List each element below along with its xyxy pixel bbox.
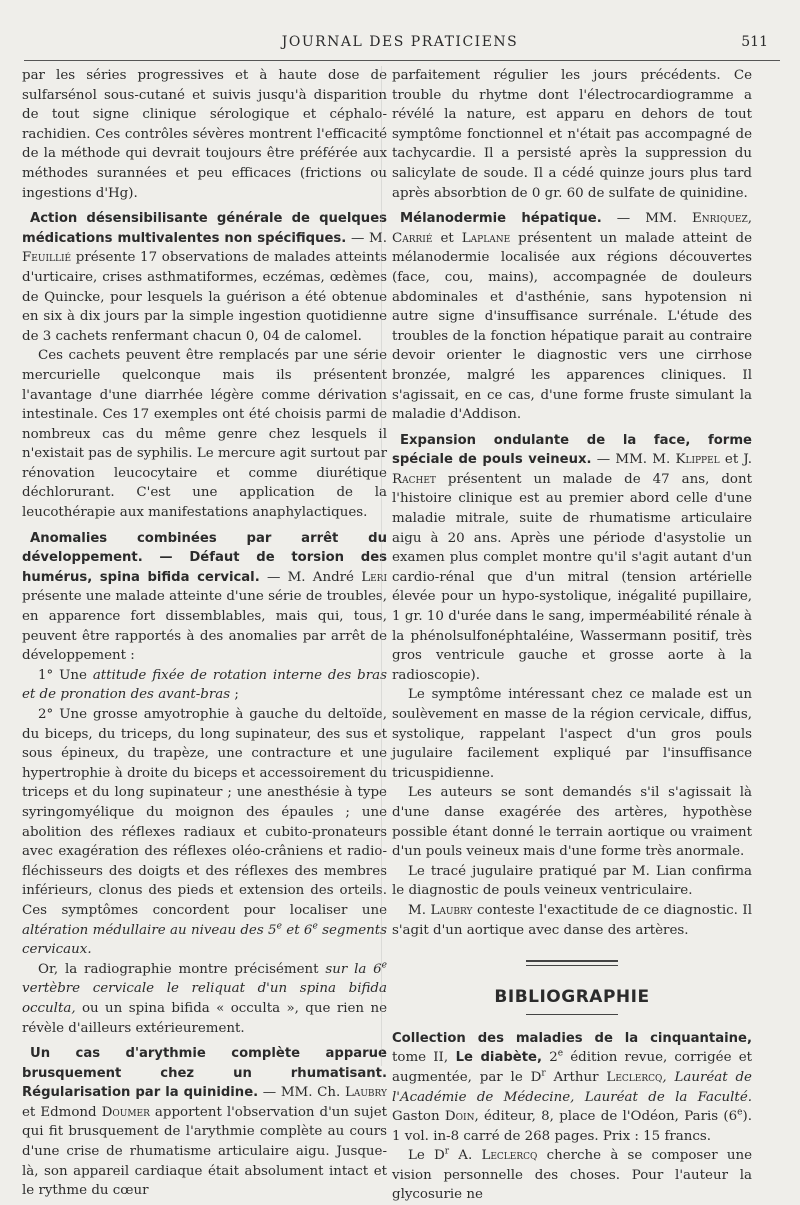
superscript: e bbox=[276, 921, 282, 932]
text: M. bbox=[408, 902, 431, 918]
italic-text: , Lauréat de l'Académie de Médecine, Lauréat de la Faculté. bbox=[392, 1069, 752, 1105]
text: 2 bbox=[542, 1050, 558, 1066]
author-name: Leri bbox=[361, 569, 387, 585]
book-subtitle: Le diabète, bbox=[448, 1050, 542, 1066]
article-title: Mélanodermie hépatique. bbox=[400, 211, 602, 227]
article-body: présente 17 observations de malades atteints d'urticaire, crises asthmatiformes, eczémas, œdèmes de Quincke, pour lesquels la guérison a été obtenue en six à dix jours par la simple ingestion quotidienne de 3 cachets renfermant chacun 0, 04 de calomel. bbox=[22, 250, 387, 344]
conjunction: et Edmond bbox=[22, 1104, 102, 1120]
text: édition revue, corrigée et augmentée, par le D bbox=[392, 1050, 752, 1085]
article-body: présentent un malade de 47 ans, dont l'histoire clinique est au premier abord celle d'une maladie mitrale, suite de rhumatisme articulaire aigu à 20 ans. Après une période d'asystolie un examen plus complet montre qu'il s'agit autant d'un cardio-rénal que d'un mitral (tension artérielle élevée pour un hypo-systolique, inégalité pupillaire, 1 gr. 10 d'urée dans le sang, imperméabilité rénale à la phénolsulfonéphtaléine, Wassermann positif, très gros ventricule gauche et grosse aorte à la radioscopie). bbox=[392, 471, 752, 683]
author-name: Laubry bbox=[344, 1085, 387, 1101]
paragraph-continuation: par les séries progressives et à haute dose de sulfarsénol sous-cutané et suivis jusqu'à disparition de tout signe clinique sérologique et céphalo-rachidien. Ces contrôles sévères montrent l'efficacité de la méthode qui devrait toujours être préférée aux méthodes surannées et peu efficaces (frictions ou ingestions d'Hg). bbox=[22, 68, 387, 201]
item-text: 2° Une grosse amyotrophie à gauche du deltoïde, du biceps, du triceps, du long supinateur, des sus et sous épineux, du trapèze, une contracture et une hypertrophie à droite du biceps et accessoirement du triceps et du long supinateur ; une anesthésie à type syringomyélique du moignon des épaules ; une abolition des réflexes radiaux et cubito-pronateurs avec exagération des réflexes oléo-crâniens et radio-fléchisseurs des doigts et des réflexes des membres inférieurs, clonus des pieds et extension des orteils. Ces symptômes concordent pour localiser une bbox=[22, 707, 387, 918]
paragraph bbox=[392, 1146, 752, 1205]
bibliography-entry bbox=[392, 1029, 752, 1147]
italic-text: sur la 6 bbox=[325, 961, 382, 977]
text: cherche à se composer une vision personnelle des choses. Pour l'auteur la glycosurie ne bbox=[392, 1148, 752, 1203]
paragraph: Ces cachets peuvent être remplacés par une série mercurielle quelconque mais ils présentent l'avantage d'une diarrhée légère comme dérivation intestinale. Ces 17 exemples ont été choisis parmi de nombreux cas du même genre chez lesquels il n'existait pas de syphilis. Le mercure agit surtout par rénovation leucocytaire et comme diurétique déchlorurant. C'est une application de la leucothérapie aux manifestations anaphylactiques. bbox=[22, 348, 387, 521]
item-end: ; bbox=[230, 687, 239, 703]
list-item bbox=[22, 666, 387, 705]
right-column bbox=[392, 66, 752, 1205]
paragraph: Le symptôme intéressant chez ce malade est un soulèvement en masse de la région cervicale, diffus, systolique, rappelant l'aspect d'un gros pouls jugulaire facilement expliqué par l'insuffisance tricuspidienne. bbox=[392, 687, 752, 781]
article-expansion bbox=[392, 431, 752, 686]
dash-text: — MM. M. bbox=[591, 452, 676, 468]
ornament-rule bbox=[526, 1014, 618, 1015]
author-name: Laubry bbox=[430, 902, 473, 918]
article-leri bbox=[22, 529, 387, 666]
dash-text: — M. bbox=[346, 230, 388, 246]
dash-text: — MM. bbox=[601, 211, 692, 227]
text: Le D bbox=[408, 1148, 445, 1164]
paragraph bbox=[392, 901, 752, 940]
article-laubry-doumer bbox=[22, 1044, 387, 1201]
book-title: Collection des maladies de la cinquantaine, bbox=[392, 1030, 752, 1046]
left-column bbox=[22, 66, 387, 1201]
paragraph-continuation: parfaitement régulier les jours précédents. Ce trouble du rhytme dont l'électrocardiogramme a révélé la nature, est apparu en dehors de tout symptôme fonctionnel et n'était pas accompagné de tachycardie. Il a persisté après la suppression du salicylate de soude. Il a cédé quinze jours plus tard après absorbtion de 0 gr. 60 de sulfate de quinidine. bbox=[392, 68, 752, 201]
article-feuillie bbox=[22, 209, 387, 346]
author-name: Feuillié bbox=[22, 250, 72, 266]
text: , éditeur, 8, place de l'Odéon, Paris (6 bbox=[474, 1109, 738, 1125]
paragraph: Le tracé jugulaire pratiqué par M. Lian confirma le diagnostic de pouls veineux ventriculaire. bbox=[392, 863, 752, 899]
text: ou un spina bifida « occulta », que rien ne révèle d'ailleurs extérieurement. bbox=[22, 1000, 387, 1036]
author-name: Doumer bbox=[101, 1104, 150, 1120]
paragraph: Les auteurs se sont demandés s'il s'agissait là d'une danse exagérée des artères, hypothèse possible étant donné le terrain aortique ou vraiment d'un pouls veineux mais d'une forme très anormale. bbox=[392, 785, 752, 860]
author-name: Rachet bbox=[392, 471, 436, 487]
article-body: apportent l'observation d'un sujet qui fit brusquement de l'arythmie complète au cours d'une crise de rhumatisme articulaire aigu. Jusque-là, son appareil cardiaque était absolument intact et le rythme du cœur bbox=[22, 1104, 388, 1199]
superscript: e bbox=[312, 921, 318, 932]
author-name: Klippel bbox=[675, 452, 720, 468]
text: ). 1 vol. in-8 carré de 268 pages. Prix : 15 francs. bbox=[392, 1109, 752, 1144]
article-title: Anomalies combinées par arrêt du développement. — Défaut de torsion des humérus, spina bifida cervical. bbox=[22, 530, 387, 585]
column-divider bbox=[381, 66, 382, 1066]
dash-text: — M. André bbox=[259, 569, 362, 585]
text: tome II, bbox=[392, 1050, 449, 1066]
author-name: Leclercq bbox=[481, 1148, 538, 1164]
italic-text: altération médullaire au niveau des 5 bbox=[22, 922, 277, 938]
paragraph bbox=[22, 960, 387, 1038]
superscript: e bbox=[737, 1107, 743, 1118]
italic-text: et 6 bbox=[281, 922, 313, 938]
author-name: Enriquez, Carrié bbox=[392, 211, 752, 246]
author-name: Laplane bbox=[461, 230, 511, 246]
section-title-bibliographie: BIBLIOGRAPHIE bbox=[494, 987, 650, 1008]
ornament-rule bbox=[526, 965, 618, 966]
ornament-rule bbox=[526, 960, 618, 962]
running-head bbox=[20, 30, 780, 54]
list-item bbox=[22, 705, 387, 960]
italic-text: segments cervicaux. bbox=[22, 922, 388, 958]
superscript: r bbox=[444, 1146, 450, 1157]
page-number: 511 bbox=[741, 34, 768, 50]
conjunction: et bbox=[432, 230, 462, 246]
text: Arthur bbox=[545, 1069, 607, 1085]
article-title: Un cas d'arythmie complète apparue brusquement chez un rhumatisant. Régularisation par la quinidine. bbox=[22, 1046, 387, 1101]
dash-text: — MM. Ch. bbox=[258, 1085, 345, 1101]
conjunction: et J. bbox=[719, 452, 752, 468]
italic-text: attitude fixée de rotation interne des bras et de pronation des avant-bras bbox=[22, 667, 387, 703]
item-number: 1° Une bbox=[38, 667, 93, 683]
article-title: Expansion ondulante de la face, forme spéciale de pouls veineux. bbox=[392, 432, 752, 468]
superscript: r bbox=[541, 1068, 546, 1079]
header-rule bbox=[24, 60, 780, 61]
text: A. bbox=[449, 1148, 482, 1164]
publisher-name: Doin bbox=[444, 1109, 475, 1125]
author-name: Leclercq bbox=[606, 1069, 663, 1085]
article-body: présentent un malade atteint de mélanodermie localisée aux régions découvertes (face, cou, mains), accompagnée de douleurs abdominales et d'asthénie, sans hypotension ni autre signe d'insuffisance surrénale. L'étude des troubles de la fonction hépatique parait au contraire devoir orienter le diagnostic vers une cirrhose bronzée, malgré les apparences cliniques. Il s'agissait, en ce cas, d'une forme fruste simulant la maladie d'Addison. bbox=[392, 230, 752, 423]
article-title: Action désensibilisante générale de quelques médications multivalentes non spécifiques. bbox=[22, 211, 387, 246]
article-body: présente une malade atteinte d'une série de troubles, en apparence fort dissemblables, mais qui, tous, peuvent être rapportés à des anomalies par arrêt de développement : bbox=[22, 589, 387, 664]
italic-text: vertèbre cervicale le reliquat d'un spina bifida occulta, bbox=[22, 981, 387, 1016]
text: Or, la radiographie montre précisément bbox=[38, 961, 326, 977]
text: conteste l'exactitude de ce diagnostic. Il s'agit d'un aortique avec danse des artères. bbox=[392, 902, 752, 938]
superscript: e bbox=[557, 1048, 564, 1059]
journal-title: JOURNAL DES PRATICIENS bbox=[281, 34, 519, 50]
superscript: e bbox=[381, 960, 387, 971]
article-melanodermie bbox=[392, 209, 752, 425]
text: Gaston bbox=[392, 1109, 445, 1125]
